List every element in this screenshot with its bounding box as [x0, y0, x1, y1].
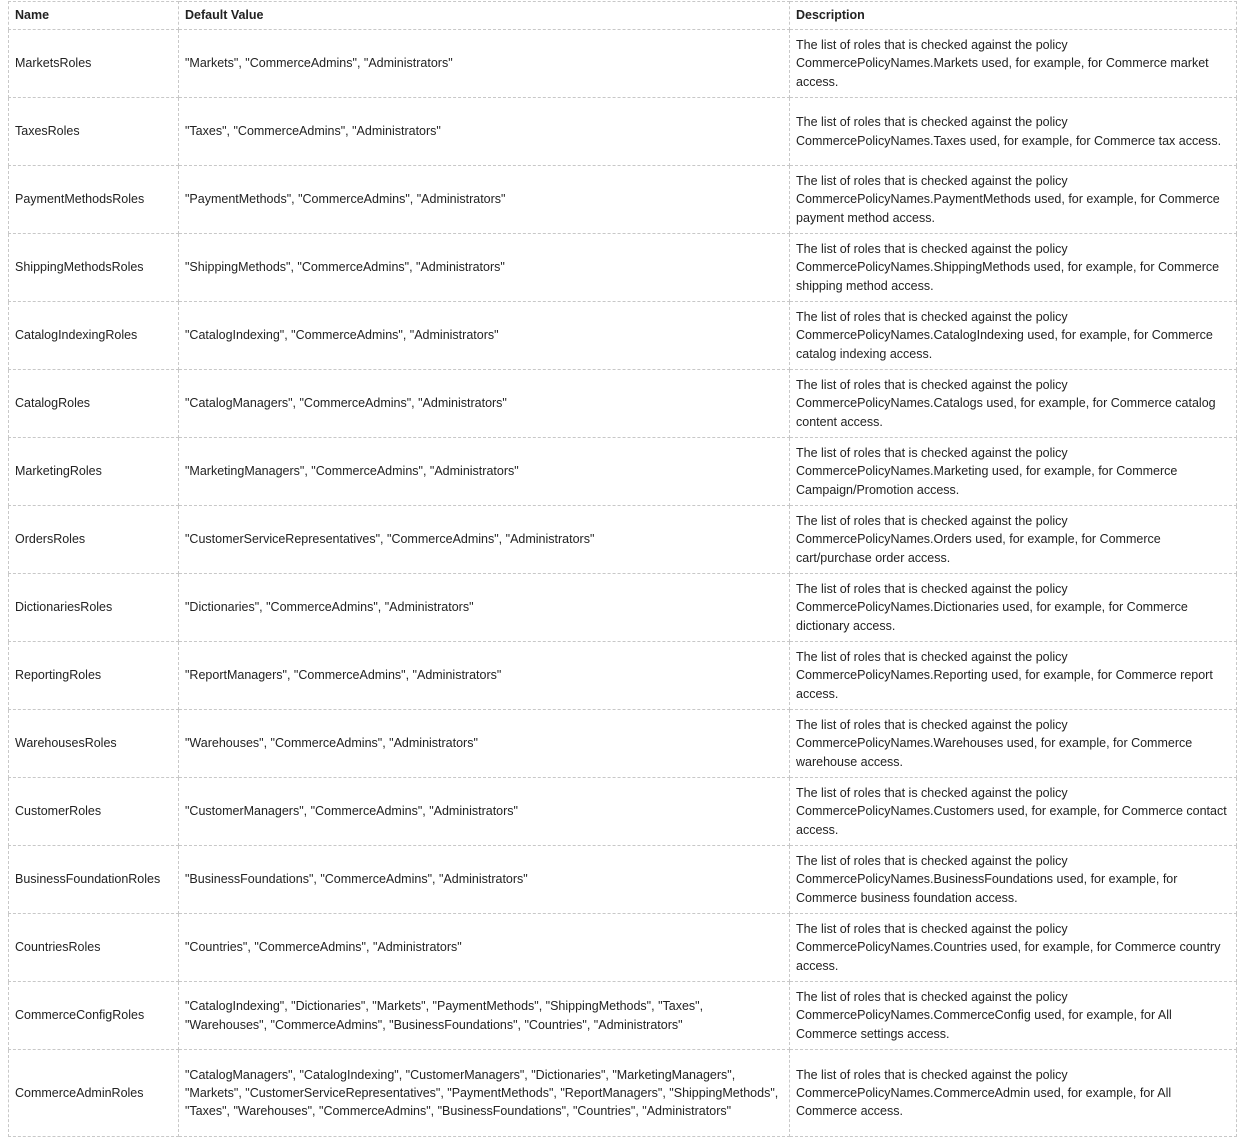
row-default-value: "CatalogIndexing", "Dictionaries", "Markets", "PaymentMethods", "ShippingMethods", "Taxes", "Warehouses", "CommerceAdmins", "BusinessFoundations", "Countries", "Administrators"	[179, 982, 790, 1050]
row-name: OrdersRoles	[9, 506, 179, 574]
row-description: The list of roles that is checked against the policy CommercePolicyNames.Marketing used, for example, for Commerce Campaign/Promotion access.	[790, 438, 1237, 506]
row-name: CommerceConfigRoles	[9, 982, 179, 1050]
roles-table	[8, 1, 1237, 1137]
row-description: The list of roles that is checked against the policy CommercePolicyNames.Dictionaries used, for example, for Commerce dictionary access.	[790, 574, 1237, 642]
row-name: CatalogIndexingRoles	[9, 302, 179, 370]
row-name: DictionariesRoles	[9, 574, 179, 642]
table-row	[9, 642, 1237, 710]
row-name: WarehousesRoles	[9, 710, 179, 778]
row-description: The list of roles that is checked against the policy CommercePolicyNames.Customers used, for example, for Commerce contact access.	[790, 778, 1237, 846]
row-default-value: "BusinessFoundations", "CommerceAdmins", "Administrators"	[179, 846, 790, 914]
table-row	[9, 982, 1237, 1050]
row-description: The list of roles that is checked against the policy CommercePolicyNames.Taxes used, for example, for Commerce tax access.	[790, 98, 1237, 166]
table-row	[9, 30, 1237, 98]
row-description: The list of roles that is checked against the policy CommercePolicyNames.PaymentMethods used, for example, for Commerce payment method access.	[790, 166, 1237, 234]
table-row	[9, 778, 1237, 846]
table-header-row	[9, 2, 1237, 30]
row-default-value: "Warehouses", "CommerceAdmins", "Administrators"	[179, 710, 790, 778]
row-name: ShippingMethodsRoles	[9, 234, 179, 302]
row-description: The list of roles that is checked against the policy CommercePolicyNames.CatalogIndexing used, for example, for Commerce catalog indexing access.	[790, 302, 1237, 370]
row-name: CustomerRoles	[9, 778, 179, 846]
row-name: CountriesRoles	[9, 914, 179, 982]
table-row	[9, 846, 1237, 914]
row-name: TaxesRoles	[9, 98, 179, 166]
row-name: BusinessFoundationRoles	[9, 846, 179, 914]
table-row	[9, 506, 1237, 574]
row-name: MarketingRoles	[9, 438, 179, 506]
row-default-value: "Countries", "CommerceAdmins", "Administrators"	[179, 914, 790, 982]
row-description: The list of roles that is checked against the policy CommercePolicyNames.CommerceAdmin used, for example, for All Commerce access.	[790, 1050, 1237, 1137]
row-name: ReportingRoles	[9, 642, 179, 710]
table-row	[9, 234, 1237, 302]
row-description: The list of roles that is checked against the policy CommercePolicyNames.CommerceConfig used, for example, for All Commerce settings access.	[790, 982, 1237, 1050]
header-description: Description	[790, 2, 1237, 30]
row-default-value: "MarketingManagers", "CommerceAdmins", "Administrators"	[179, 438, 790, 506]
row-default-value: "CustomerServiceRepresentatives", "CommerceAdmins", "Administrators"	[179, 506, 790, 574]
row-name: PaymentMethodsRoles	[9, 166, 179, 234]
table-row	[9, 574, 1237, 642]
row-default-value: "CatalogManagers", "CommerceAdmins", "Administrators"	[179, 370, 790, 438]
row-default-value: "Dictionaries", "CommerceAdmins", "Administrators"	[179, 574, 790, 642]
row-default-value: "ReportManagers", "CommerceAdmins", "Administrators"	[179, 642, 790, 710]
table-row	[9, 370, 1237, 438]
table-row	[9, 438, 1237, 506]
row-name: MarketsRoles	[9, 30, 179, 98]
row-default-value: "CatalogIndexing", "CommerceAdmins", "Administrators"	[179, 302, 790, 370]
table-row	[9, 302, 1237, 370]
row-name: CommerceAdminRoles	[9, 1050, 179, 1137]
row-default-value: "PaymentMethods", "CommerceAdmins", "Administrators"	[179, 166, 790, 234]
row-description: The list of roles that is checked against the policy CommercePolicyNames.Markets used, for example, for Commerce market access.	[790, 30, 1237, 98]
row-description: The list of roles that is checked against the policy CommercePolicyNames.Orders used, for example, for Commerce cart/purchase order access.	[790, 506, 1237, 574]
row-default-value: "Markets", "CommerceAdmins", "Administrators"	[179, 30, 790, 98]
row-name: CatalogRoles	[9, 370, 179, 438]
row-default-value: "Taxes", "CommerceAdmins", "Administrators"	[179, 98, 790, 166]
row-description: The list of roles that is checked against the policy CommercePolicyNames.Warehouses used, for example, for Commerce warehouse access.	[790, 710, 1237, 778]
table-row	[9, 710, 1237, 778]
row-default-value: "ShippingMethods", "CommerceAdmins", "Administrators"	[179, 234, 790, 302]
table-row	[9, 914, 1237, 982]
header-default-value: Default Value	[179, 2, 790, 30]
row-description: The list of roles that is checked against the policy CommercePolicyNames.Countries used, for example, for Commerce country access.	[790, 914, 1237, 982]
row-default-value: "CustomerManagers", "CommerceAdmins", "Administrators"	[179, 778, 790, 846]
row-default-value: "CatalogManagers", "CatalogIndexing", "CustomerManagers", "Dictionaries", "MarketingManagers", "Markets", "CustomerServiceRepresentatives", "PaymentMethods", "ReportManagers", "ShippingMethods", "Taxes", "Warehouses", "CommerceAdmins", "BusinessFoundations", "Countries", "Administrators"	[179, 1050, 790, 1137]
table-row	[9, 166, 1237, 234]
row-description: The list of roles that is checked against the policy CommercePolicyNames.BusinessFoundations used, for example, for Commerce business foundation access.	[790, 846, 1237, 914]
row-description: The list of roles that is checked against the policy CommercePolicyNames.Catalogs used, for example, for Commerce catalog content access.	[790, 370, 1237, 438]
row-description: The list of roles that is checked against the policy CommercePolicyNames.ShippingMethods used, for example, for Commerce shipping method access.	[790, 234, 1237, 302]
table-row	[9, 1050, 1237, 1137]
header-name: Name	[9, 2, 179, 30]
table-row	[9, 98, 1237, 166]
row-description: The list of roles that is checked against the policy CommercePolicyNames.Reporting used, for example, for Commerce report access.	[790, 642, 1237, 710]
